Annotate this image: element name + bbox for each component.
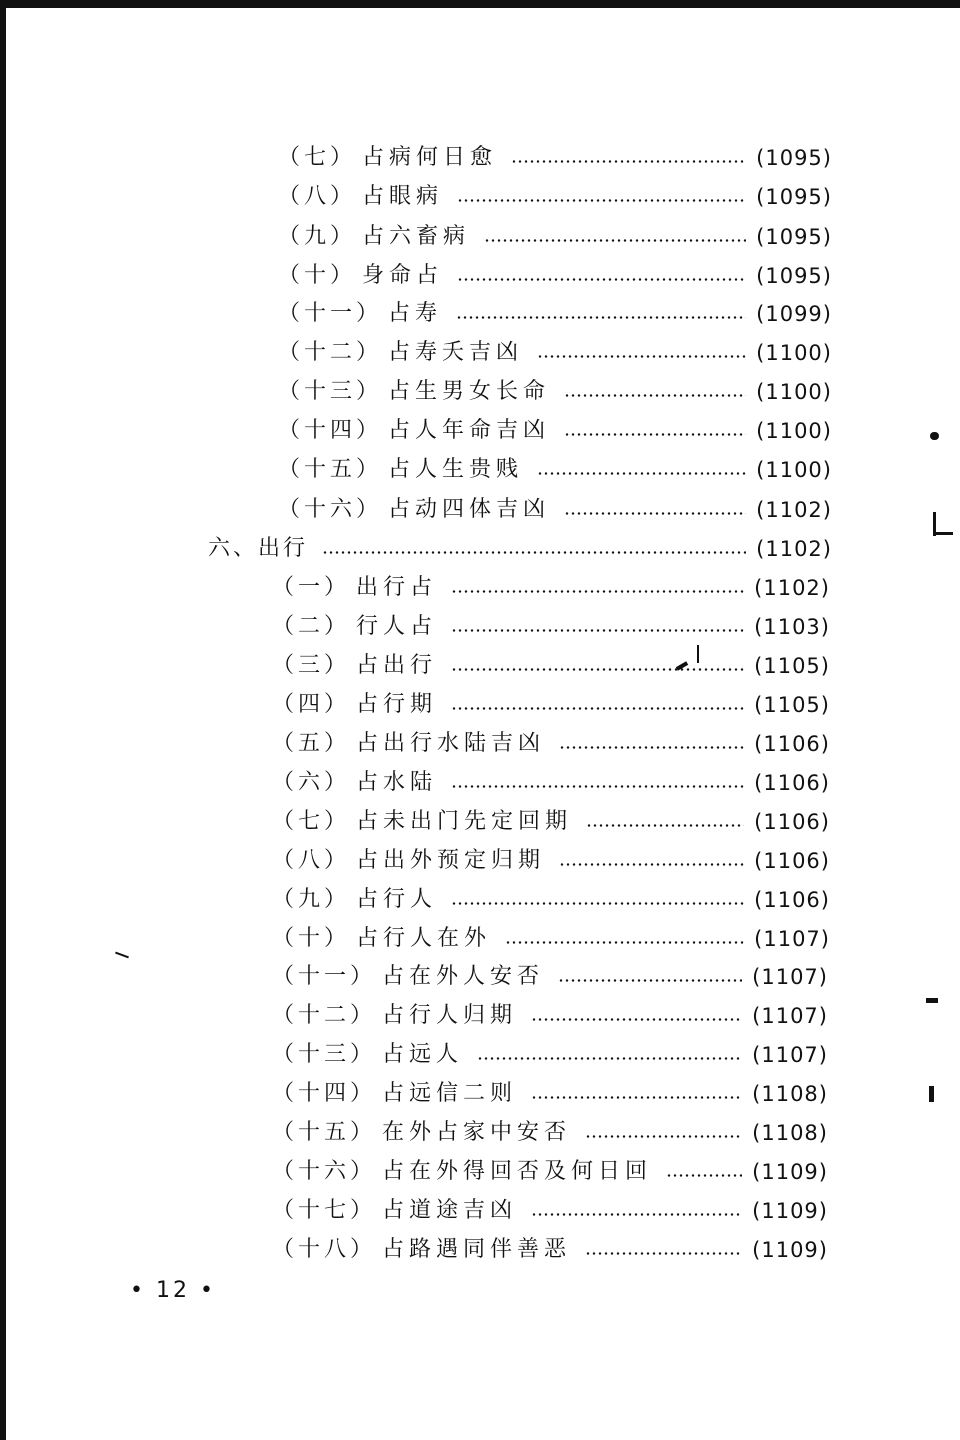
dot-leader	[531, 1018, 742, 1021]
toc-entry-title: 占眼病	[362, 184, 444, 209]
toc-entry-number: （五）	[272, 731, 351, 756]
toc-entry-title: 占生男女长命	[388, 379, 551, 404]
toc-entry-number: （十五）	[278, 457, 383, 482]
toc-entry-title: 在外占家中安否	[382, 1120, 572, 1145]
toc-entry	[278, 221, 832, 253]
toc-entry	[278, 142, 832, 174]
toc-page-number: (1103)	[754, 615, 830, 639]
dot-leader	[564, 394, 746, 397]
toc-entry-number: （十四）	[278, 418, 383, 443]
toc-entry-number: （十三）	[278, 379, 383, 404]
toc-page-number: (1109)	[752, 1160, 828, 1184]
toc-entry-title: 占寿	[388, 301, 443, 326]
toc-page-number: (1107)	[752, 965, 828, 989]
toc-entry	[272, 572, 830, 604]
toc-section-heading	[208, 533, 832, 565]
dot-leader	[564, 433, 746, 436]
toc-page-number: (1095)	[756, 185, 832, 209]
toc-entry	[272, 689, 830, 721]
toc-page-number: (1102)	[756, 498, 832, 522]
scan-speck	[929, 1086, 934, 1102]
toc-page-number: (1102)	[756, 537, 832, 561]
dot-leader	[537, 355, 746, 358]
toc-entry-title: 占路遇同伴善恶	[382, 1237, 572, 1262]
toc-page-number: (1095)	[756, 146, 832, 170]
toc-entry	[278, 376, 832, 408]
scan-speck	[933, 532, 953, 535]
toc-entry-title: 占出外预定归期	[356, 848, 546, 873]
toc-entry-title: 占道途吉凶	[382, 1198, 518, 1223]
toc-entry-number: （十）	[272, 926, 351, 951]
toc-page-number: (1108)	[752, 1082, 828, 1106]
toc-page-number: (1100)	[756, 419, 832, 443]
toc-entry-title: 占出行水陆吉凶	[356, 731, 546, 756]
toc-entry-title: 占在外得回否及何日回	[382, 1159, 653, 1184]
toc-page-number: (1106)	[754, 771, 830, 795]
toc-entry-number: （二）	[272, 614, 351, 639]
toc-page-number: (1095)	[756, 264, 832, 288]
toc-entry-number: （九）	[278, 224, 357, 249]
toc-page-number: (1106)	[754, 732, 830, 756]
toc-page-number: (1105)	[754, 693, 830, 717]
toc-entry-title: 占病何日愈	[362, 145, 498, 170]
toc-entry	[272, 1195, 828, 1227]
toc-entry-title: 占远信二则	[382, 1081, 518, 1106]
toc-entry-number: （十六）	[272, 1159, 377, 1184]
toc-entry-number: （十七）	[272, 1198, 377, 1223]
toc-entry-title: 占出行	[356, 653, 438, 678]
dot-leader	[537, 472, 746, 475]
toc-entry-number: （十八）	[272, 1237, 377, 1262]
toc-entry	[272, 845, 830, 877]
toc-page-number: (1108)	[752, 1121, 828, 1145]
dot-leader	[531, 1213, 742, 1216]
toc-entry-number: （十一）	[272, 964, 377, 989]
dot-leader	[451, 629, 744, 632]
toc-entry-title: 占行人归期	[382, 1003, 518, 1028]
dot-leader	[451, 785, 744, 788]
toc-entry-title: 出行占	[356, 575, 438, 600]
toc-entry-title: 占在外人安否	[382, 964, 545, 989]
dot-leader	[564, 512, 746, 515]
toc-page-number: (1109)	[752, 1199, 828, 1223]
toc-entry-number: （七）	[272, 809, 351, 834]
toc-entry	[272, 961, 828, 993]
toc-entry	[272, 806, 830, 838]
toc-entry-number: （七）	[278, 145, 357, 170]
toc-entry-number: （十一）	[278, 301, 383, 326]
toc-entry	[278, 337, 832, 369]
toc-entry	[272, 767, 830, 799]
toc-page-number: (1106)	[754, 849, 830, 873]
dot-leader	[585, 1135, 742, 1138]
toc-entry	[278, 454, 832, 486]
toc-entry	[272, 650, 830, 682]
dot-leader	[559, 863, 744, 866]
toc-entry	[272, 1000, 828, 1032]
toc-entry	[272, 1117, 828, 1149]
toc-entry-title: 占人生贵贱	[388, 457, 524, 482]
toc-entry-number: （九）	[272, 887, 351, 912]
toc-page-number: (1106)	[754, 888, 830, 912]
toc-entry-title: 占水陆	[356, 770, 438, 795]
dot-leader	[511, 160, 746, 163]
scan-speck	[697, 645, 699, 663]
toc-page-number: (1109)	[752, 1238, 828, 1262]
toc-entry-number: （十二）	[272, 1003, 377, 1028]
toc-entry-number: （十五）	[272, 1120, 377, 1145]
toc-entry-title: 占行人	[356, 887, 438, 912]
toc-entry	[272, 611, 830, 643]
toc-entry-title: 占行期	[356, 692, 438, 717]
toc-entry-title: 占远人	[382, 1042, 464, 1067]
dot-leader	[451, 902, 744, 905]
toc-page-number: (1107)	[752, 1004, 828, 1028]
toc-entry-title: 占未出门先定回期	[356, 809, 573, 834]
toc-page-number: (1095)	[756, 225, 832, 249]
toc-entry-number: （八）	[272, 848, 351, 873]
toc-page-number: (1107)	[754, 927, 830, 951]
toc-entry	[278, 415, 832, 447]
toc-entry-number: （十六）	[278, 497, 383, 522]
toc-entry	[278, 181, 832, 213]
dot-leader	[559, 746, 744, 749]
dot-leader	[451, 707, 744, 710]
dot-leader	[451, 668, 744, 671]
dot-leader	[531, 1096, 742, 1099]
scan-speck	[930, 432, 939, 440]
toc-section-title: 六、出行	[208, 536, 309, 561]
toc-entry	[272, 1156, 828, 1188]
page-number: • 12 •	[130, 1278, 216, 1303]
toc-entry-number: （十）	[278, 263, 357, 288]
dot-leader	[484, 239, 746, 242]
toc-entry-number: （六）	[272, 770, 351, 795]
toc-entry-title: 占寿夭吉凶	[388, 340, 524, 365]
toc-entry-title: 行人占	[356, 614, 438, 639]
toc-entry-number: （三）	[272, 653, 351, 678]
scan-speck	[926, 998, 938, 1003]
toc-entry	[272, 884, 830, 916]
toc-entry	[278, 260, 832, 292]
dot-leader	[585, 1252, 742, 1255]
toc-entry-number: （十四）	[272, 1081, 377, 1106]
toc-page-number: (1100)	[756, 341, 832, 365]
toc-page-number: (1100)	[756, 380, 832, 404]
toc-entry-number: （十三）	[272, 1042, 377, 1067]
toc-entry	[278, 494, 832, 526]
toc-page-number: (1107)	[752, 1043, 828, 1067]
dot-leader	[457, 278, 746, 281]
toc-entry	[272, 923, 830, 955]
dot-leader	[322, 551, 746, 554]
toc-entry-number: （十二）	[278, 340, 383, 365]
toc-entry	[272, 1078, 828, 1110]
dot-leader	[505, 941, 744, 944]
toc-entry-title: 占行人在外	[356, 926, 492, 951]
toc-entry-number: （八）	[278, 184, 357, 209]
toc-entry-title: 身命占	[362, 263, 444, 288]
dot-leader	[457, 199, 746, 202]
toc-page-number: (1099)	[756, 302, 832, 326]
dot-leader	[586, 824, 744, 827]
dot-leader	[456, 316, 746, 319]
toc-page-number: (1105)	[754, 654, 830, 678]
toc-entry	[272, 728, 830, 760]
dot-leader	[558, 979, 742, 982]
toc-entry-title: 占动四体吉凶	[388, 497, 551, 522]
toc-entry	[272, 1039, 828, 1071]
toc-entry-title: 占六畜病	[362, 224, 471, 249]
toc-entry-number: （四）	[272, 692, 351, 717]
toc-entry-number: （一）	[272, 575, 351, 600]
dot-leader	[666, 1174, 742, 1177]
toc-entry	[272, 1234, 828, 1266]
dot-leader	[477, 1057, 742, 1060]
dot-leader	[451, 590, 744, 593]
toc-entry	[278, 298, 832, 330]
toc-page-number: (1106)	[754, 810, 830, 834]
toc-page-number: (1100)	[756, 458, 832, 482]
toc-page-number: (1102)	[754, 576, 830, 600]
toc-entry-title: 占人年命吉凶	[388, 418, 551, 443]
